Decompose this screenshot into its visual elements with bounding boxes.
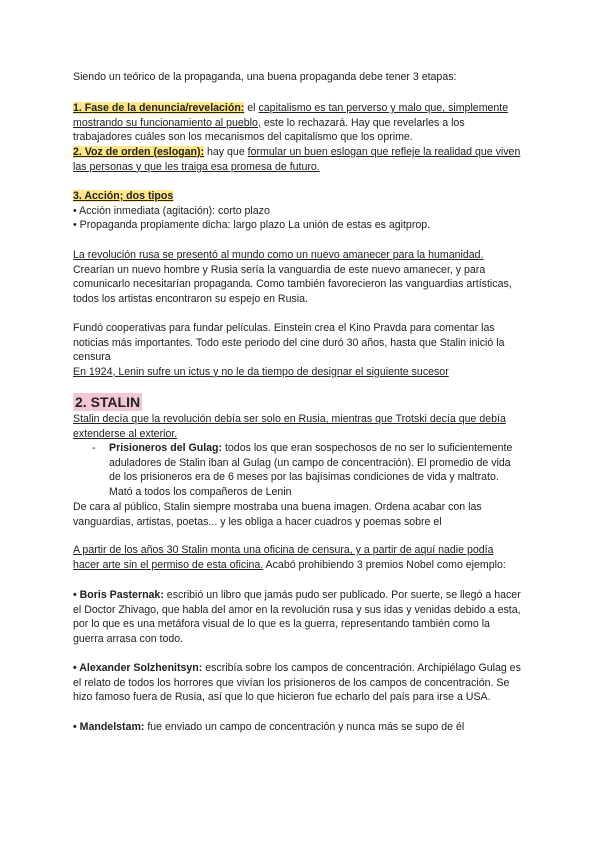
stalin-intro-text: Stalin decía que la revolución debía ser solo en Rusia, mientras que Trotski decía que debía extenderse al exterior. bbox=[73, 413, 506, 440]
intro-paragraph bbox=[73, 70, 521, 85]
public-image-paragraph bbox=[73, 500, 521, 529]
stage-2-label: 2. Voz de orden (eslogan): bbox=[73, 146, 205, 158]
stage-2-paragraph bbox=[73, 145, 521, 174]
gulag-text: todos los que eran sospechosos de no ser lo suficientemente aduladores de Stalin iban al Gulag (un campo de concentración). El promedio de vida de los prisioneros era de 6 meses por las bajísimas condiciones de vida y maltrato. Mató a todos los compañeros de Lenin bbox=[109, 442, 513, 498]
stage-3-item-1: • Acción inmediata (agitación): corto plazo bbox=[73, 204, 270, 217]
intro-text: Siendo un teórico de la propaganda, una buena propaganda debe tener 3 etapas: bbox=[73, 71, 457, 83]
gulag-label: Prisioneros del Gulag: bbox=[109, 442, 223, 454]
stage-3-paragraph bbox=[73, 189, 521, 233]
censorship-text: Acabó prohibiendo 3 premios Nobel como ejemplo: bbox=[263, 558, 506, 571]
lenin-text: En 1924, Lenin sufre un ictus y no le da tiempo de designar el siguiente sucesor bbox=[73, 365, 449, 378]
stage-1-label: 1. Fase de la denuncia/revelación: bbox=[73, 102, 245, 114]
stage-3-item-2: • Propaganda propiamente dicha: largo plazo La unión de estas es agitprop. bbox=[73, 219, 431, 232]
stage-1-text-underlined: capitalismo es tan perverso y malo que, simplemente mostrando su funcionamiento al pueblo, bbox=[73, 102, 509, 129]
section-2-heading: 2. STALIN bbox=[75, 394, 141, 410]
cinema-text: Fundó cooperativas para fundar películas. Einstein crea el Kino Pravda para comentar las noticias más importantes. Todo este periodo del cine duró 30 años, hasta que Stalin inició la censura bbox=[73, 322, 505, 364]
pasternak-paragraph bbox=[73, 588, 521, 646]
stage-1-text-c: este lo rechazará. Hay que revelarles a los trabajadores cuáles son los mecanismos del capitalismo que los oprime. bbox=[73, 116, 465, 144]
stage-2-text-underlined: formular un buen eslogan que refleje la realidad que viven las personas y que les traiga esa promesa de futuro. bbox=[73, 146, 521, 173]
censorship-paragraph bbox=[73, 543, 521, 572]
revolution-paragraph bbox=[73, 248, 521, 306]
stalin-intro-paragraph bbox=[73, 412, 521, 441]
pasternak-text: escribió un libro que jamás pudo ser publicado. Por suerte, se llegó a hacer el Doctor Zhivago, que habla del amor en la revolución rusa y sus idas y venidas debido a esta, por lo que es una metáfora visual de lo que es la guerra, representando también como la guerra arrasa con todo. bbox=[73, 589, 521, 645]
mandelstam-text: fue enviado un campo de concentración y nunca más se supo de él bbox=[144, 721, 465, 733]
revolution-text: Crearían un nuevo hombre y Rusia sería la vanguardia de este nuevo amanecer, y para comunicarlo necesitarían propaganda. Como también favorecieron las vanguardias artísticas, todos los artistas encontraron su espejo en Rusia. bbox=[73, 263, 512, 305]
solzhenitsyn-paragraph bbox=[73, 661, 521, 705]
stage-3-label: 3. Acción; dos tipos bbox=[73, 190, 174, 202]
censorship-underlined-text: A partir de los años 30 Stalin monta una oficina de censura, y a partir de aquí nadie podía hacer arte sin el permiso de esta oficina. bbox=[73, 544, 494, 571]
dash-bullet: - bbox=[92, 442, 96, 454]
stage-1-paragraph bbox=[73, 101, 521, 145]
solzhenitsyn-text: escribía sobre los campos de concentración. Archipiélago Gulag es el relato de todos los horrores que vivían los prisioneros de los campos de concentración. Se hizo famoso fuera de Rusia, así que lo que hicieron fue echarlo del país para irse a USA. bbox=[73, 662, 521, 704]
public-image-text: De cara al público, Stalin siempre mostraba una buena imagen. Ordena acabar con las vanguardias, artistas, poetas... y les obliga a hacer cuadros y poemas sobre el bbox=[73, 501, 482, 528]
mandelstam-label: • Mandelstam: bbox=[73, 721, 145, 733]
stage-2-text-a: hay que bbox=[204, 146, 248, 158]
gulag-text-block bbox=[109, 441, 522, 499]
gulag-list-item bbox=[92, 441, 522, 499]
revolution-underlined-text: La revolución rusa se presentó al mundo como un nuevo amanecer para la humanidad. bbox=[73, 249, 484, 261]
cinema-paragraph bbox=[73, 321, 521, 379]
mandelstam-paragraph bbox=[73, 720, 521, 735]
stage-1-text-a: el bbox=[244, 102, 259, 114]
solzhenitsyn-label: • Alexander Solzhenitsyn: bbox=[73, 662, 203, 674]
pasternak-label: • Boris Pasternak: bbox=[73, 589, 164, 601]
